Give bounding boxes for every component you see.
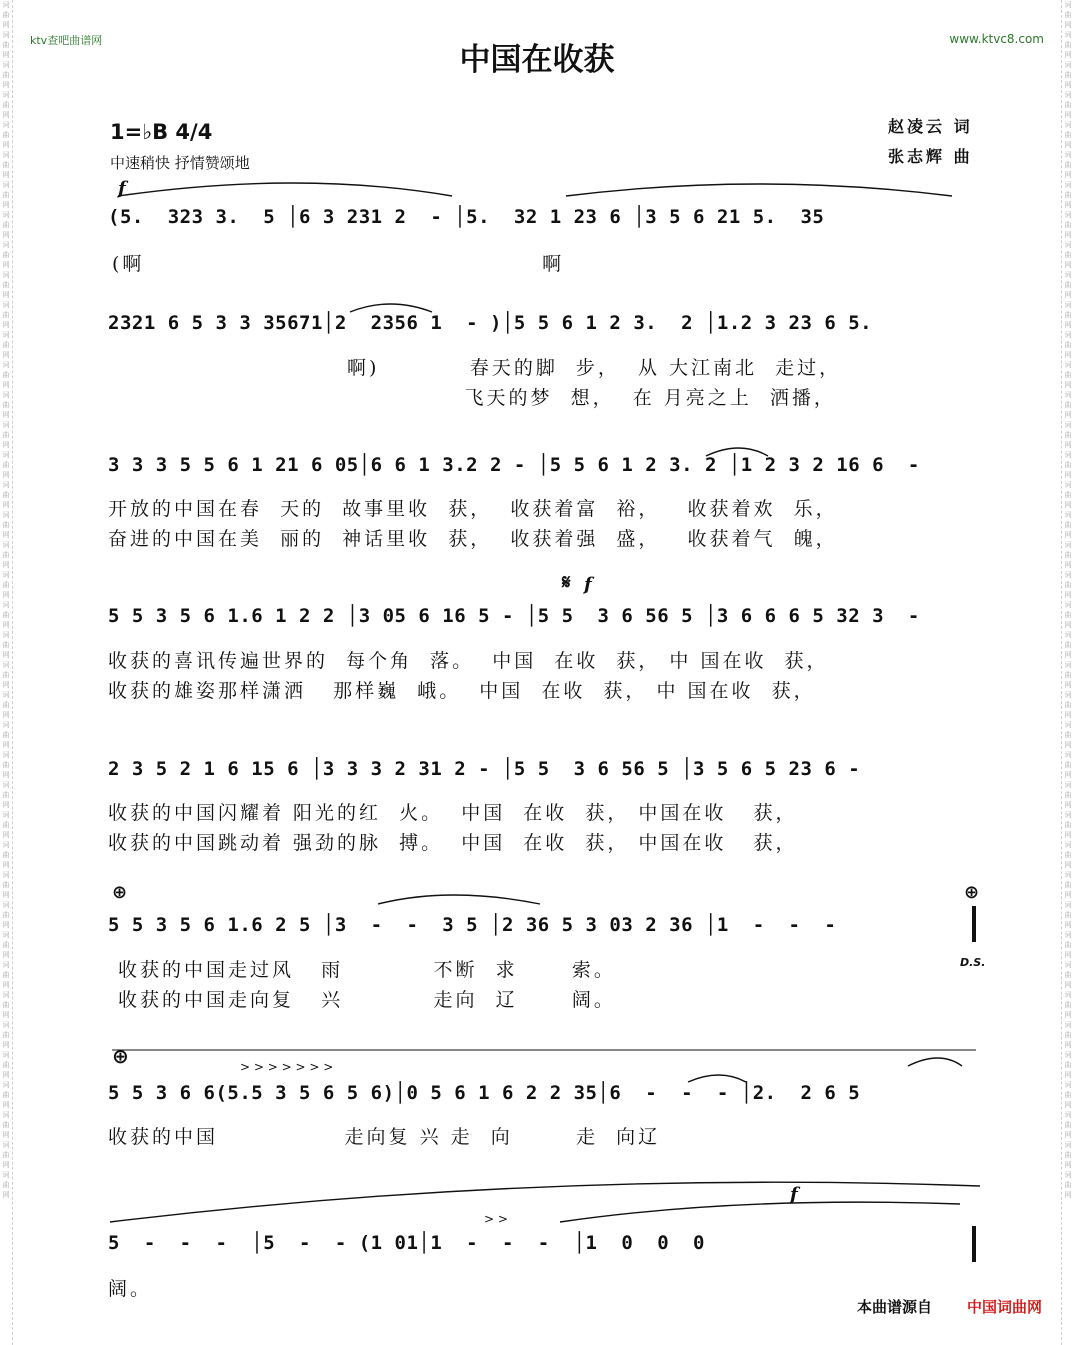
lyric-line-7a: 收获的中国 走向复 兴 走 向 走 向辽: [108, 1126, 661, 1148]
lyric-line-6a: 收获的中国走过风 雨 不断 求 索。: [118, 959, 616, 981]
footer-source-site[interactable]: 中国词曲网: [966, 1298, 1042, 1316]
lyric-line-1a: (啊 啊: [112, 253, 565, 275]
slur-10: [560, 1202, 960, 1222]
lyric-line-5b: 收获的中国跳动着 强劲的脉 搏。 中国 在收 获， 中国在收 获，: [108, 832, 798, 854]
page-title: 中国在收获: [459, 42, 615, 78]
edge-text-left: 词曲网词曲网词曲网词曲网词曲网词曲网词曲网词曲网词曲网词曲网词曲网词曲网词曲网词曲网词曲网词曲网词曲网词曲网词曲网词曲网词曲网词曲网词曲网词曲网词曲网词曲网词曲网词曲网词曲网词曲网词曲网词曲网词曲网词曲网词曲网词曲网词曲网词曲网词曲网词曲网: [2, 1, 10, 1199]
notation-line-8: 5 - - - │5 - - (1 01│1 - - - │1 0 0 0: [108, 1232, 705, 1254]
slur-3: [350, 304, 432, 312]
lyric-line-8a: 阔。: [108, 1278, 153, 1300]
segno-sign: 𝄋: [562, 570, 571, 594]
lyric-line-4a: 收获的喜讯传遍世界的 每个角 落。 中国 在收 获， 中 国在收 获，: [108, 650, 829, 672]
lyric-line-6b: 收获的中国走向复 兴 走向 辽 阔。: [118, 989, 616, 1011]
final-barline-end: [972, 1226, 976, 1262]
notation-line-2: 2321 6 5 3 3 35671│2 2356 1 - )│5 5 6 1 2 3. 2 │1.2 3 23 6 5.: [108, 312, 873, 334]
slur-1: [118, 183, 452, 196]
lyric-line-2b: 飞天的梦 想， 在 月亮之上 洒播，: [112, 387, 836, 409]
notation-line-3: 3 3 3 5 5 6 1 21 6 05│6 6 1 3.2 2 - │5 5 6 1 2 3. 2 │1 2 3 2 16 6 -: [108, 454, 920, 476]
tempo-marking: 中速稍快 抒情赞颂地: [110, 154, 250, 172]
composer-credit: 张志辉 曲: [888, 147, 973, 166]
accent-marks-2: > >: [484, 1212, 508, 1226]
coda-sign-right: ⊕: [964, 882, 980, 903]
ds-marking: D.S.: [960, 956, 986, 969]
notation-line-4: 5 5 3 5 6 1.6 1 2 2 │3 05 6 16 5 - │5 5 3 6 56 5 │3 6 6 6 5 32 3 -: [108, 605, 920, 627]
slur-4: [706, 448, 768, 456]
slur-2: [566, 184, 952, 196]
accent-marks: > > > > > > >: [240, 1060, 334, 1074]
notation-line-5: 2 3 5 2 1 6 15 6 │3 3 3 2 31 2 - │5 5 3 6 56 5 │3 5 6 5 23 6 -: [108, 758, 861, 780]
edge-text-right: 词曲网词曲网词曲网词曲网词曲网词曲网词曲网词曲网词曲网词曲网词曲网词曲网词曲网词曲网词曲网词曲网词曲网词曲网词曲网词曲网词曲网词曲网词曲网词曲网词曲网词曲网词曲网词曲网词曲网词曲网词曲网词曲网词曲网词曲网词曲网词曲网词曲网词曲网词曲网词曲网: [1064, 1, 1072, 1199]
slur-7: [688, 1075, 746, 1082]
final-barline-repeat: [972, 906, 976, 942]
slur-6: [378, 895, 540, 904]
lyric-line-4b: 收获的雄姿那样潇洒 那样巍 峨。 中国 在收 获， 中 国在收 获，: [108, 680, 816, 702]
dynamic-forte: f: [118, 178, 126, 199]
source-left-link[interactable]: ktv查吧曲谱网: [30, 34, 103, 47]
lyric-line-3a: 开放的中国在春 天的 故事里收 获， 收获着富 裕， 收获着欢 乐，: [108, 498, 838, 520]
source-right-link[interactable]: www.ktvc8.com: [949, 32, 1044, 46]
dynamic-forte-3: f: [790, 1184, 798, 1205]
lyric-line-3b: 奋进的中国在美 丽的 神话里收 获， 收获着强 盛， 收获着气 魄，: [108, 528, 838, 550]
lyric-line-5a: 收获的中国闪耀着 阳光的红 火。 中国 在收 获， 中国在收 获，: [108, 802, 798, 824]
dynamic-forte-2: f: [584, 574, 592, 595]
key-signature: 1=♭B 4/4: [110, 120, 213, 144]
lyricist-credit: 赵凌云 词: [888, 117, 973, 136]
notation-line-6: 5 5 3 5 6 1.6 2 5 │3 - - 3 5 │2 36 5 3 03 2 36 │1 - - -: [108, 914, 837, 936]
coda-sign-left: ⊕: [112, 882, 128, 903]
notation-line-7: 5 5 3 6 6(5.5 3 5 6 5 6)│0 5 6 1 6 2 2 35│6 - - - │2. 2 6 5: [108, 1082, 861, 1104]
lyric-line-2a: 啊) 春天的脚 步， 从 大江南北 走过，: [112, 357, 842, 379]
footer-source-label: 本曲谱源自: [856, 1298, 932, 1316]
coda-sign-lower: ⊕: [112, 1044, 129, 1068]
slur-8: [908, 1058, 962, 1066]
notation-line-1: (5. 323 3. 5 │6 3 231 2 - │5. 32 1 23 6 │3 5 6 21 5. 35: [108, 206, 825, 228]
